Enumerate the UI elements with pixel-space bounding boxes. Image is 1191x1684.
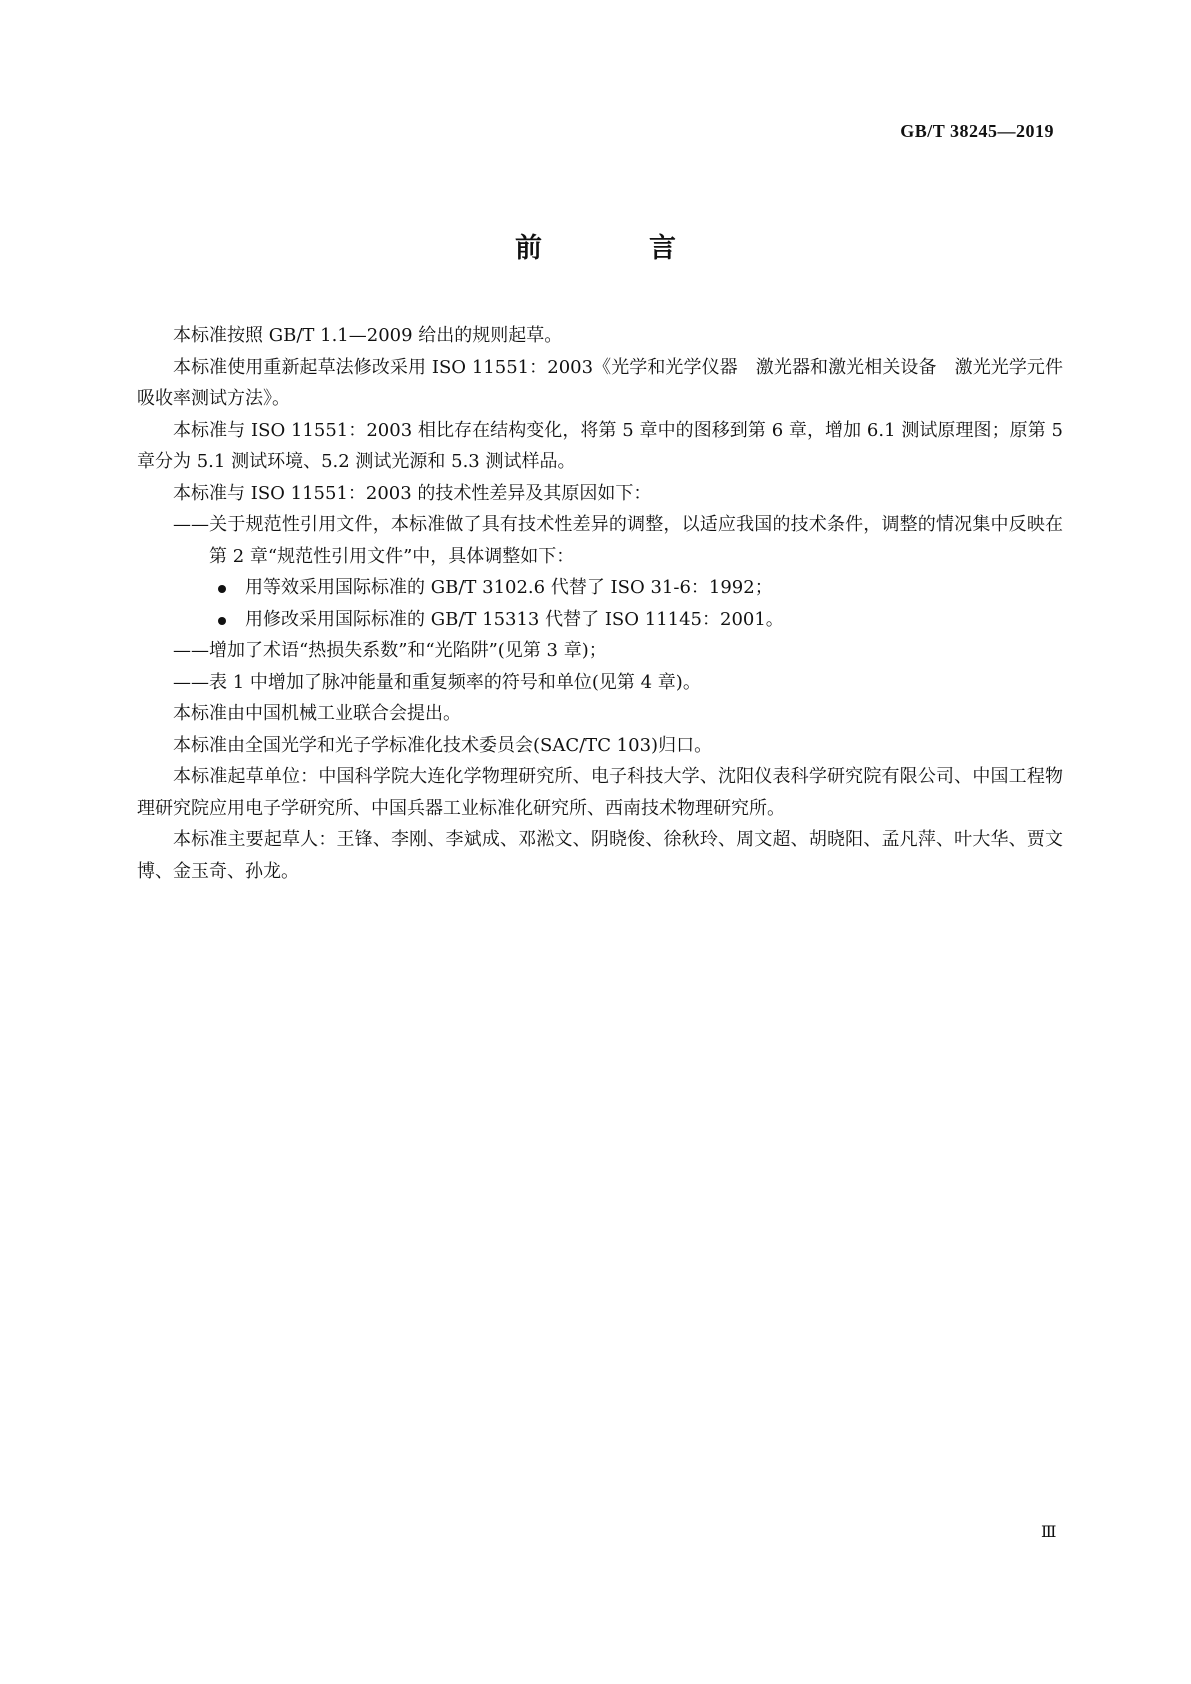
dash-item-table-1: ——表 1 中增加了脉冲能量和重复频率的符号和单位(见第 4 章)。: [173, 671, 701, 693]
paragraph-proposed-by: 本标准由中国机械工业联合会提出。: [173, 703, 461, 724]
paragraph-adoption: 本标准使用重新起草法修改采用 ISO 11551：2003《光学和光学仪器 激光器和激光相关设备 激光光学元件吸收率测试方法》。: [137, 356, 1063, 409]
dash-item-normative-references: ——关于规范性引用文件，本标准做了具有技术性差异的调整，以适应我国的技术条件，调整的情况集中反映在第 2 章“规范性引用文件”中，具体调整如下：: [173, 514, 1063, 567]
paragraph-drafting-units: 本标准起草单位：中国科学院大连化学物理研究所、电子科技大学、沈阳仪表科学研究院有限公司、中国工程物理研究院应用电子学研究所、中国兵器工业标准化研究所、西南技术物理研究所。: [137, 766, 1063, 819]
page-title: 前 言: [515, 233, 716, 264]
paragraph-drafting-rules: 本标准按照 GB/T 1.1—2009 给出的规则起草。: [173, 325, 563, 346]
bullet-item: [137, 572, 1063, 604]
bullet-icon: [218, 617, 226, 625]
dash-item-terms: ——增加了术语“热损失系数”和“光陷阱”(见第 3 章)；: [173, 640, 607, 661]
page-number: Ⅲ: [1041, 1524, 1057, 1541]
standard-code: GB/T 38245—2019: [900, 121, 1054, 141]
foreword-body: [137, 320, 1063, 887]
bullet-item: [137, 604, 1063, 636]
paragraph-structure-changes: 本标准与 ISO 11551：2003 相比存在结构变化，将第 5 章中的图移到第 6 章，增加 6.1 测试原理图；原第 5 章分为 5.1 测试环境、5.2 测试光源和 5.3 测试样品。: [137, 419, 1063, 472]
paragraph-under-jurisdiction: 本标准由全国光学和光子学标准化技术委员会(SAC/TC 103)归口。: [173, 734, 713, 756]
paragraph-technical-differences: 本标准与 ISO 11551：2003 的技术性差异及其原因如下：: [173, 482, 652, 504]
bullet-text: 用修改采用国际标准的 GB/T 15313 代替了 ISO 11145：2001。: [245, 608, 784, 630]
bullet-icon: [218, 585, 226, 593]
paragraph-drafters: 本标准主要起草人：王锋、李刚、李斌成、邓淞文、阴晓俊、徐秋玲、周文超、胡晓阳、孟凡萍、叶大华、贾文博、金玉奇、孙龙。: [137, 829, 1063, 882]
bullet-text: 用等效采用国际标准的 GB/T 3102.6 代替了 ISO 31-6：1992；: [245, 577, 773, 598]
